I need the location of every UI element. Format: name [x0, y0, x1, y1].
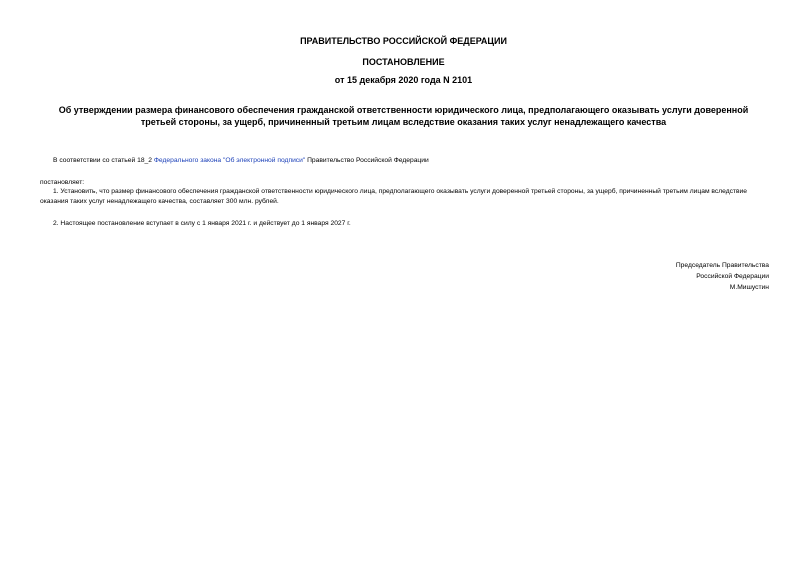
- document-title: Об утверждении размера финансового обеспечения гражданской ответственности юридического лица, предполагающего оказывать услуги доверенной третьей стороны, за ущерб, причиненный третьим лицам вследствие оказания таких услуг ненадлежащего качества: [58, 105, 749, 127]
- preamble-text-before: В соответствии со статьей 18_2: [53, 157, 154, 164]
- preamble-text-after: Правительство Российской Федерации: [305, 157, 429, 164]
- document-date: от 15 декабря 2020 года N 2101: [334, 75, 473, 85]
- signature-organization: Российской Федерации: [696, 273, 769, 280]
- preamble: [40, 156, 767, 166]
- signature-position: Председатель Правительства: [675, 262, 769, 269]
- resolves-text: постановляет:: [40, 179, 85, 186]
- signature-block: [676, 260, 769, 293]
- signature-name: М.Мишустин: [729, 284, 769, 291]
- document-type: ПОСТАНОВЛЕНИЕ: [362, 57, 445, 67]
- item-1: 1. Установить, что размер финансового обеспечения гражданской ответственности юридического лица, предполагающего оказывать услуги доверенной третьей стороны, за ущерб, причиненный третьим лицам вследствие оказания таких услуг ненадлежащего качества, составляет 300 млн. рублей.: [40, 188, 748, 205]
- item-2: 2. Настоящее постановление вступает в силу с 1 января 2021 г. и действует до 1 января 2027 г.: [53, 220, 351, 227]
- law-link[interactable]: Федерального закона "Об электронной подписи": [153, 157, 306, 164]
- government-heading: ПРАВИТЕЛЬСТВО РОССИЙСКОЙ ФЕДЕРАЦИИ: [300, 36, 507, 46]
